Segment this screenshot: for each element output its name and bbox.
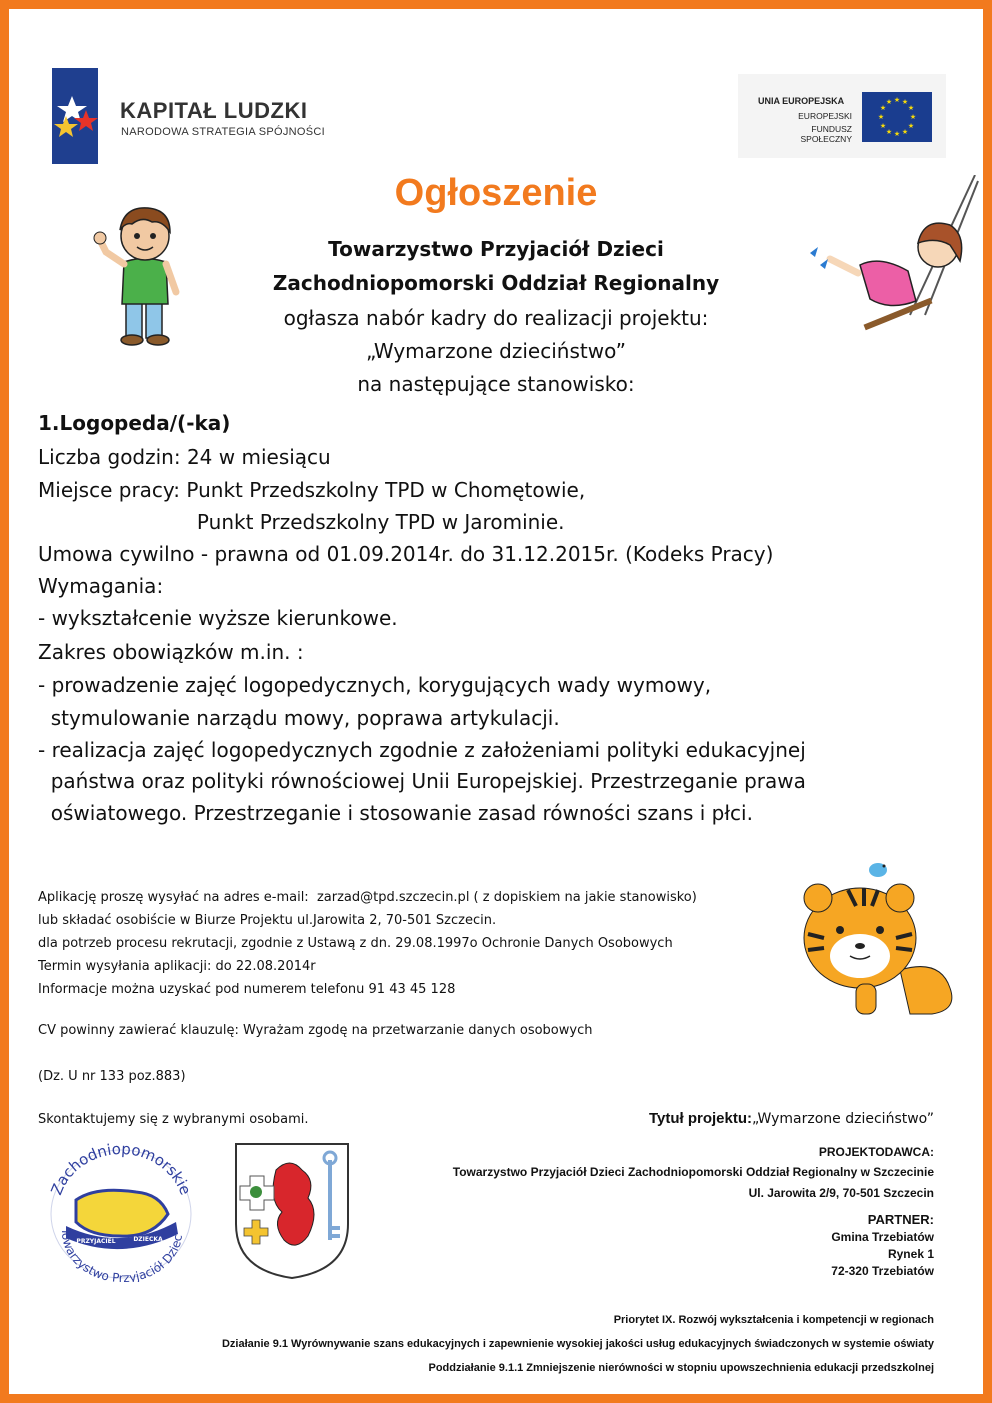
partner-label: PARTNER:	[867, 1212, 934, 1227]
kapital-ludzki-title: KAPITAŁ LUDZKI	[120, 98, 308, 123]
position-detail-line: - wykształcenie wyższe kierunkowe.	[38, 606, 398, 630]
position-detail-line: Punkt Przedszkolny TPD w Jarominie.	[38, 510, 565, 534]
svg-text:★: ★	[885, 98, 893, 106]
position-heading: 1.Logopeda/(-ka)	[38, 411, 231, 435]
eu-logo-line3: FUNDUSZ SPOŁECZNY	[800, 124, 852, 144]
project-title-block	[649, 1110, 934, 1127]
tpd-ribbon-right: DZIECKA	[133, 1236, 163, 1243]
position-intro-line: na następujące stanowisko:	[357, 372, 635, 396]
svg-text:★: ★	[909, 113, 917, 121]
svg-text:★: ★	[907, 122, 915, 130]
svg-text:★: ★	[901, 128, 909, 136]
svg-text:★: ★	[893, 96, 901, 104]
project-title-value: „Wymarzone dzieciństwo”	[752, 1111, 934, 1127]
tiger-with-bird-illustration	[800, 858, 970, 1028]
kapital-ludzki-logo-flag	[52, 68, 98, 164]
tpd-bottom-text: Towarzystwo Przyjaciół Dziec	[58, 1227, 186, 1282]
position-detail-line: Wymagania:	[38, 574, 164, 598]
svg-text:★: ★	[879, 122, 887, 130]
projektodawca-label: PROJEKTODAWCA:	[818, 1145, 934, 1159]
position-detail-line: Zakres obowiązków m.in. :	[38, 640, 304, 664]
position-detail-line: stymulowanie narządu mowy, poprawa artykulacji.	[38, 706, 560, 730]
trzebiatow-coat-of-arms	[232, 1140, 352, 1282]
position-detail-line: - prowadzenie zajęć logopedycznych, korygujących wady wymowy,	[38, 673, 712, 697]
projektodawca-name: Towarzystwo Przyjaciół Dzieci Zachodniopomorski Oddział Regionalny w Szczecinie	[452, 1165, 934, 1179]
org-name-line1: Towarzystwo Przyjaciół Dzieci	[328, 237, 664, 261]
footer-priority: Priorytet IX. Rozwój wykształcenia i kompetencji w regionach	[613, 1314, 934, 1326]
position-detail-line: Liczba godzin: 24 w miesiącu	[38, 445, 331, 469]
position-detail-line: państwa oraz polityki równościowej Unii Europejskiej. Przestrzeganie prawa	[38, 769, 806, 793]
kapital-ludzki-subtitle: NARODOWA STRATEGIA SPÓJNOŚCI	[121, 126, 325, 138]
partner-line: 72-320 Trzebiatów	[831, 1264, 934, 1278]
position-detail-line: Umowa cywilno - prawna od 01.09.2014r. do 31.12.2015r. (Kodeks Pracy)	[38, 542, 774, 566]
intro-line: ogłasza nabór kadry do realizacji projektu:	[283, 306, 709, 330]
svg-text:★: ★	[901, 98, 909, 106]
position-detail-line: Miejsce pracy: Punkt Przedszkolny TPD w Chomętowie,	[38, 478, 586, 502]
svg-text:★: ★	[885, 128, 893, 136]
partner-line: Gmina Trzebiatów	[831, 1230, 934, 1244]
eu-logo-line1: UNIA EUROPEJSKA	[758, 96, 845, 106]
tpd-ribbon-left: PRZYJACIEL	[76, 1238, 116, 1245]
application-info-line: lub składać osobiście w Biurze Projektu ul.Jarowita 2, 70-501 Szczecin.	[38, 913, 497, 928]
svg-text:★: ★	[877, 113, 885, 121]
kapital-ludzki-stars-icon	[52, 68, 98, 164]
tpd-arc-text: Zachodniopomorskie	[47, 1142, 195, 1198]
projektodawca-address: Ul. Jarowita 2/9, 70-501 Szczecin	[748, 1186, 934, 1200]
position-detail-line: - realizacja zajęć logopedycznych zgodnie z założeniami polityki edukacyjnej	[38, 738, 806, 762]
project-title-label: Tytuł projektu:	[648, 1110, 753, 1127]
position-detail-line: oświatowego. Przestrzeganie i stosowanie zasad równości szans i płci.	[38, 801, 753, 825]
svg-text:★: ★	[879, 104, 887, 112]
application-info-line: Informacje można uzyskać pod numerem telefonu 91 43 45 128	[38, 982, 456, 997]
eu-logo-line2: EUROPEJSKI	[798, 111, 852, 121]
contact-note: Skontaktujemy się z wybranymi osobami.	[38, 1112, 309, 1127]
svg-text:★: ★	[907, 104, 915, 112]
partner-line: Rynek 1	[887, 1247, 934, 1261]
application-info-line: Termin wysyłania aplikacji: do 22.08.2014r	[38, 959, 316, 974]
svg-text:★: ★	[893, 130, 901, 138]
footer-subaction: Poddziałanie 9.1.1 Zmniejszenie nierówności w stopniu upowszechnienia edukacji przedszkolnej	[428, 1362, 934, 1374]
eu-flag-icon	[862, 92, 932, 142]
footer-action: Działanie 9.1 Wyrównywanie szans edukacyjnych i zapewnienie wysokiej jakości usług edukacyjnych świadczonych w systemie oświaty	[221, 1338, 934, 1350]
application-info-line: dla potrzeb procesu rekrutacji, zgodnie z Ustawą z dn. 29.08.1997o Ochronie Danych Osobowych	[38, 936, 673, 951]
cv-clause: CV powinny zawierać klauzulę: Wyrażam zgodę na przetwarzanie danych osobowych	[38, 1023, 593, 1038]
org-name-line2: Zachodniopomorski Oddział Regionalny	[272, 271, 720, 295]
tpd-zachodniopomorskie-logo	[36, 1142, 206, 1282]
announcement-title: Ogłoszenie	[394, 172, 598, 214]
application-info-line: Aplikację proszę wysyłać na adres e-mail: zarzad@tpd.szczecin.pl ( z dopiskiem na jakie stanowisko)	[38, 890, 697, 905]
project-name-line: „Wymarzone dzieciństwo”	[366, 339, 626, 363]
law-reference: (Dz. U nr 133 poz.883)	[38, 1069, 186, 1084]
